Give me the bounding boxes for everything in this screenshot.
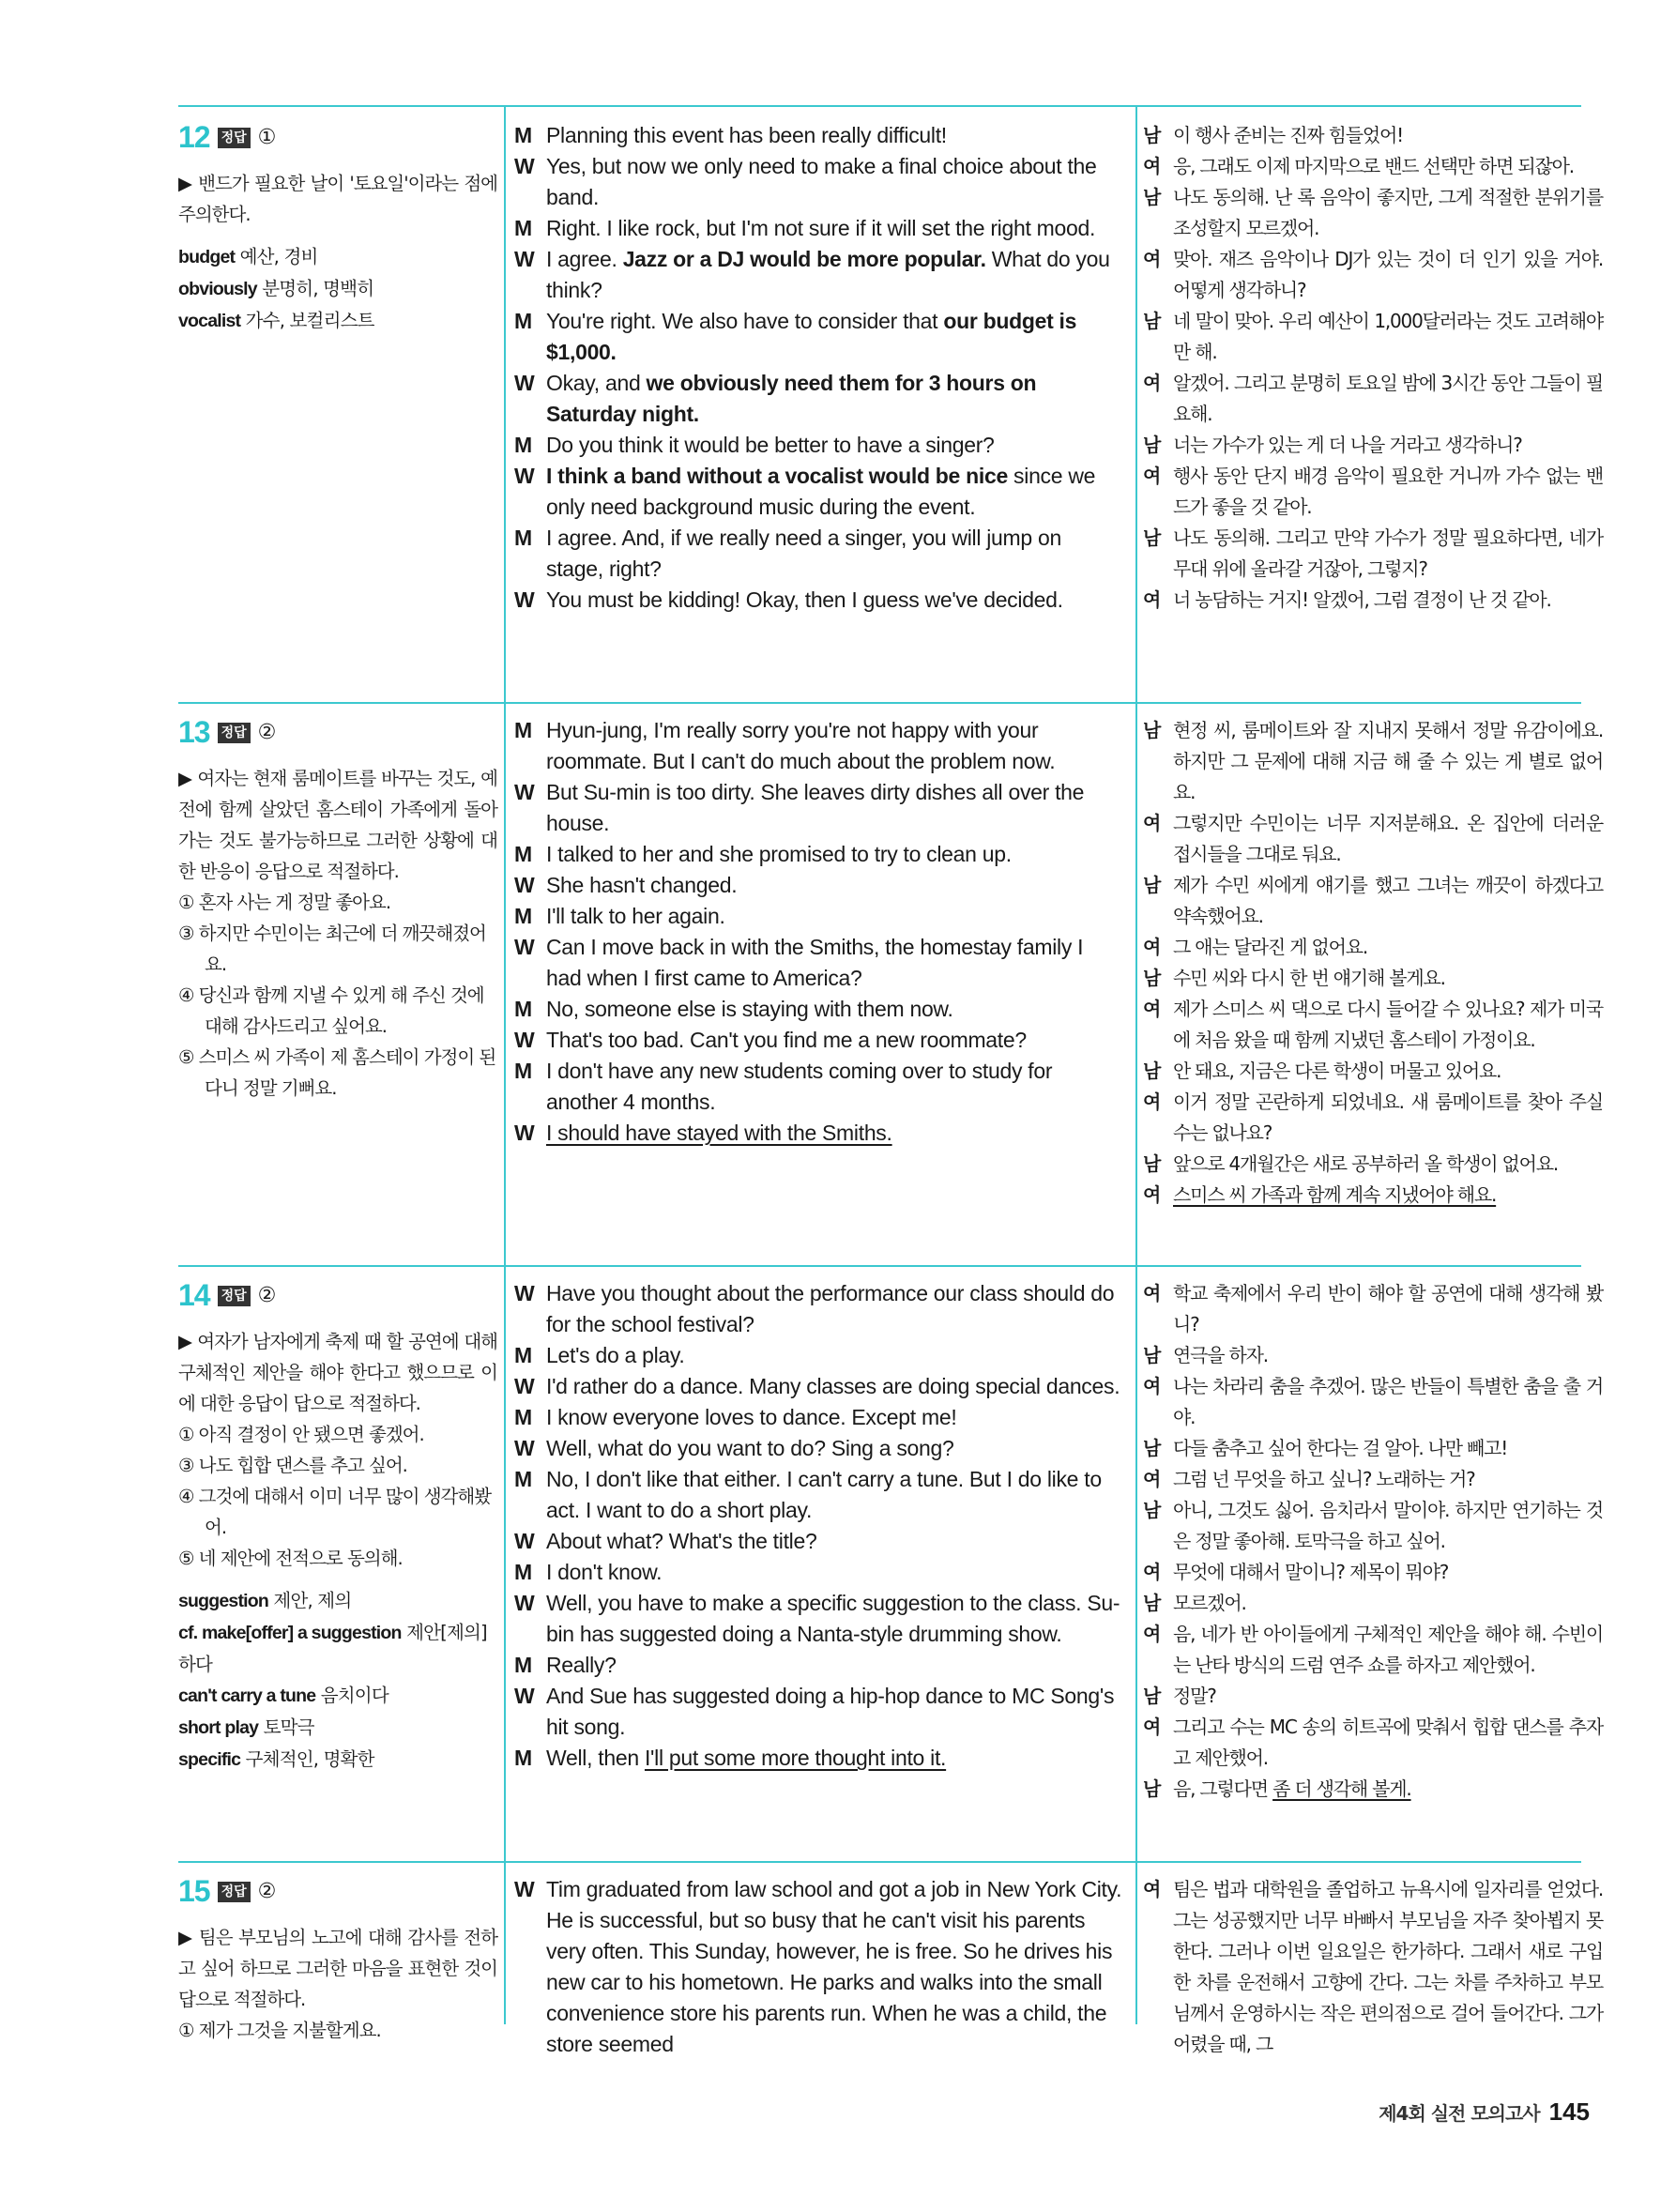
q15-notes xyxy=(178,1874,497,2041)
q12-translation xyxy=(1143,120,1603,693)
translation-line: 여 나는 차라리 춤을 추겠어. 많은 반들이 특별한 춤을 출 거야. xyxy=(1143,1375,1603,1428)
translation-line: 여 그리고 수는 MC 송의 히트곡에 맞춰서 힙합 댄스를 추자고 제안했어. xyxy=(1143,1716,1603,1769)
translation-line: 남 너는 가수가 있는 게 더 나을 거라고 생각하니? xyxy=(1143,434,1522,456)
vocab-entry: budget 예산, 경비 xyxy=(178,246,318,267)
q14-notes xyxy=(178,1278,497,1853)
q15-number: 15 xyxy=(178,1874,210,1908)
q13-translation xyxy=(1143,715,1603,1258)
script-line: M Planning this event has been really difficult! xyxy=(514,123,947,147)
translation-line: 남 정말? xyxy=(1143,1685,1216,1707)
translation-line: 남 안 돼요, 지금은 다른 학생이 머물고 있어요. xyxy=(1143,1060,1501,1082)
q14-explanation: ▶ 여자가 남자에게 축제 때 할 공연에 대해 구체적인 제안을 해야 한다고 했으므로 이에 대한 응답이 답으로 적절하다. xyxy=(178,1331,497,1414)
q13-explanation: ▶ 여자는 현재 룸메이트를 바꾸는 것도, 예전에 함께 살았던 홈스테이 가족에게 돌아가는 것도 불가능하므로 그러한 상황에 대한 반응이 응답으로 적절하다. xyxy=(178,768,497,882)
q14-answer: ② xyxy=(257,1284,277,1307)
script-line: W She hasn't changed. xyxy=(514,873,738,897)
translation-line: 남 연극을 하자. xyxy=(1143,1344,1268,1366)
translation-line: 여 학교 축제에서 우리 반이 해야 할 공연에 대해 생각해 봤니? xyxy=(1143,1282,1603,1335)
translation-line: 남 이 행사 준비는 진짜 힘들었어! xyxy=(1143,124,1403,146)
wrong-option: ④ 그것에 대해서 이미 너무 많이 생각해봤어. xyxy=(178,1486,492,1538)
vocab-entry: can't carry a tune 음치이다 xyxy=(178,1685,389,1706)
answer-label-badge: 정답 xyxy=(218,1286,251,1306)
answer-line: M Well, then I'll put some more thought into it. xyxy=(514,1746,947,1770)
column-divider-1 xyxy=(504,105,506,2024)
q12-vocab xyxy=(178,241,497,337)
answer-line: W I should have stayed with the Smiths. xyxy=(514,1121,892,1145)
row-divider-3 xyxy=(178,1861,1581,1863)
script-line: M I talked to her and she promised to try to clean up. xyxy=(514,842,1012,866)
script-line: W You must be kidding! Okay, then I guess we've decided. xyxy=(514,587,1063,612)
script-line: M Really? xyxy=(514,1653,617,1677)
script-line: W I agree. Jazz or a DJ would be more popular. What do you think? xyxy=(514,247,1110,302)
q12-answer: ① xyxy=(257,126,277,149)
q12-number: 12 xyxy=(178,120,210,154)
script-line: W Can I move back in with the Smiths, the homestay family I had when I first came to America? xyxy=(514,935,1084,990)
q15-explanation: ▶ 팀은 부모님의 노고에 대해 감사를 전하고 싶어 하므로 그러한 마음을 표현한 것이 답으로 적절하다. xyxy=(178,1927,497,2010)
page-footer xyxy=(1379,2098,1590,2127)
vocab-entry: specific 구체적인, 명확한 xyxy=(178,1748,374,1770)
wrong-option: ④ 당신과 함께 지낼 수 있게 해 주신 것에 대해 감사드리고 싶어요. xyxy=(178,984,484,1037)
q15-script xyxy=(514,1874,1122,2062)
script-line: M I agree. And, if we really need a singer, you will jump on stage, right? xyxy=(514,526,1061,581)
wrong-option: ① 혼자 사는 게 정말 좋아요. xyxy=(178,892,391,913)
script-line: M No, I don't like that either. I can't carry a tune. But I do like to act. I want to do a short play. xyxy=(514,1467,1102,1522)
q14-number: 14 xyxy=(178,1278,210,1312)
script-line: M Do you think it would be better to have a singer? xyxy=(514,433,995,457)
script-line: W Tim graduated from law school and got a job in New York City. He is successful, but so busy that he can't visit his parents very often. This Sunday, however, he is free. So he drives his new car to his hometown. He parks and walks into the small convenience store his parents run. When he was a child, the store seemed xyxy=(514,1877,1122,2056)
script-line: M I don't know. xyxy=(514,1560,663,1584)
translation-line: 남 네 말이 맞아. 우리 예산이 1,000달러라는 것도 고려해야만 해. xyxy=(1143,310,1603,363)
script-line: W I'd rather do a dance. Many classes are doing special dances. xyxy=(514,1374,1120,1398)
q15-header xyxy=(178,1874,497,1909)
q12-explanation: ▶ 밴드가 필요한 날이 '토요일'이라는 점에 주의한다. xyxy=(178,173,497,225)
wrong-option: ① 제가 그것을 지불할게요. xyxy=(178,2020,381,2041)
translation-line: 여 그럼 넌 무엇을 하고 싶니? 노래하는 거? xyxy=(1143,1468,1475,1490)
script-line: W About what? What's the title? xyxy=(514,1529,817,1553)
vocab-entry: cf. make[offer] a suggestion 제안[제의]하다 xyxy=(178,1622,487,1675)
translation-line: 여 그 애는 달라진 게 없어요. xyxy=(1143,936,1367,958)
translation-line: 남 나도 동의해. 그리고 만약 가수가 정말 필요하다면, 네가 무대 위에 올라갈 거잖아, 그렇지? xyxy=(1143,526,1603,580)
script-line: W That's too bad. Can't you find me a new roommate? xyxy=(514,1028,1027,1052)
translation-line: 여 행사 동안 단지 배경 음악이 필요한 거니까 가수 없는 밴드가 좋을 것 같아. xyxy=(1143,465,1603,518)
script-line: W And Sue has suggested doing a hip-hop dance to MC Song's hit song. xyxy=(514,1684,1115,1739)
row-divider-2 xyxy=(178,1265,1581,1267)
column-divider-2 xyxy=(1135,105,1137,2024)
answer-label-badge: 정답 xyxy=(218,723,251,743)
translation-line: 여 무엇에 대해서 말이니? 제목이 뭐야? xyxy=(1143,1561,1449,1583)
q12-notes xyxy=(178,120,497,693)
script-line: W Well, what do you want to do? Sing a song? xyxy=(514,1436,954,1460)
translation-line: 남 나도 동의해. 난 록 음악이 좋지만, 그게 적절한 분위기를 조성할지 모르겠어. xyxy=(1143,186,1603,239)
script-line: M Let's do a play. xyxy=(514,1343,685,1367)
script-line: M I know everyone loves to dance. Except me! xyxy=(514,1405,957,1429)
translation-line: 남 수민 씨와 다시 한 번 얘기해 볼게요. xyxy=(1143,967,1445,989)
q13-answer: ② xyxy=(257,721,277,744)
script-line: W Yes, but now we only need to make a final choice about the band. xyxy=(514,154,1097,209)
script-line: W Well, you have to make a specific suggestion to the class. Su-bin has suggested doing a Nanta-style drumming show. xyxy=(514,1591,1120,1646)
script-line: M Right. I like rock, but I'm not sure if it will set the right mood. xyxy=(514,216,1096,240)
script-line: W But Su-min is too dirty. She leaves dirty dishes all over the house. xyxy=(514,780,1085,835)
q13-header xyxy=(178,715,497,750)
translation-line: 여 팀은 법과 대학원을 졸업하고 뉴욕시에 일자리를 얻었다. 그는 성공했지만 너무 바빠서 부모님을 자주 찾아뵙지 못한다. 그러나 이번 일요일은 한가하다. 그래서 새로 구입한 차를 운전해서 고향에 간다. 그는 차를 주차하고 부모님께서 운영하시는 작은 편의점으로 걸어 들어간다. 그가 어렸을 때, 그 xyxy=(1143,1878,1603,2055)
translation-line: 여 알겠어. 그리고 분명히 토요일 밤에 3시간 동안 그들이 필요해. xyxy=(1143,372,1603,425)
translation-line: 남 현정 씨, 룸메이트와 잘 지내지 못해서 정말 유감이에요. 하지만 그 문제에 대해 지금 해 줄 수 있는 게 별로 없어요. xyxy=(1143,719,1603,803)
translation-line: 여 너 농담하는 거지! 알겠어, 그럼 결정이 난 것 같아. xyxy=(1143,588,1551,611)
page-number: 145 xyxy=(1548,2098,1590,2126)
wrong-option: ③ 나도 힙합 댄스를 추고 싶어. xyxy=(178,1455,407,1476)
translation-line: 여 이거 정말 곤란하게 되었네요. 새 룸메이트를 찾아 주실 수는 없나요? xyxy=(1143,1091,1603,1144)
q12-script xyxy=(514,120,1122,693)
q14-header xyxy=(178,1278,497,1313)
script-line: W Okay, and we obviously need them for 3 hours on Saturday night. xyxy=(514,371,1037,426)
q14-script xyxy=(514,1278,1122,1853)
translation-line: 남 모르겠어. xyxy=(1143,1592,1246,1614)
q13-number: 13 xyxy=(178,715,210,749)
q14-vocab xyxy=(178,1585,497,1776)
wrong-option: ⑤ 네 제안에 전적으로 동의해. xyxy=(178,1548,403,1569)
vocab-entry: vocalist 가수, 보컬리스트 xyxy=(178,310,374,331)
wrong-option: ⑤ 스미스 씨 가족이 제 홈스테이 가정이 된다니 정말 기뻐요. xyxy=(178,1046,496,1099)
translation-line: 여 응, 그래도 이제 마지막으로 밴드 선택만 하면 되잖아. xyxy=(1143,155,1574,177)
translation-line: 남 다들 춤추고 싶어 한다는 걸 알아. 나만 빼고! xyxy=(1143,1437,1508,1459)
top-rule xyxy=(178,105,1581,107)
wrong-option: ① 아직 결정이 안 됐으면 좋겠어. xyxy=(178,1424,424,1445)
q15-translation xyxy=(1143,1874,1603,2062)
answer-translation-line: 여 스미스 씨 가족과 함께 계속 지냈어야 해요. xyxy=(1143,1183,1497,1206)
script-line: M Hyun-jung, I'm really sorry you're not happy with your roommate. But I can't do much about the problem now. xyxy=(514,718,1056,773)
answer-label-badge: 정답 xyxy=(218,128,251,148)
script-line: W Have you thought about the performance our class should do for the school festival? xyxy=(514,1281,1115,1336)
translation-line: 여 음, 네가 반 아이들에게 구체적인 제안을 해야 해. 수빈이는 난타 방식의 드럼 연주 쇼를 하자고 제안했어. xyxy=(1143,1623,1603,1676)
q14-translation xyxy=(1143,1278,1603,1853)
answer-label-badge: 정답 xyxy=(218,1882,251,1902)
translation-line: 남 제가 수민 씨에게 얘기를 했고 그녀는 깨끗이 하겠다고 약속했어요. xyxy=(1143,874,1603,927)
vocab-entry: obviously 분명히, 명백히 xyxy=(178,278,374,299)
answer-translation-line: 남 음, 그렇다면 좀 더 생각해 볼게. xyxy=(1143,1777,1411,1800)
script-line: W I think a band without a vocalist would be nice since we only need background music during the event. xyxy=(514,464,1096,519)
vocab-entry: short play 토막극 xyxy=(178,1716,314,1738)
script-line: M You're right. We also have to consider that our budget is $1,000. xyxy=(514,309,1077,364)
q13-script xyxy=(514,715,1122,1258)
translation-line: 남 앞으로 4개월간은 새로 공부하러 올 학생이 없어요. xyxy=(1143,1152,1559,1175)
q15-answer: ② xyxy=(257,1880,277,1903)
script-line: M I don't have any new students coming over to study for another 4 months. xyxy=(514,1059,1053,1114)
row-divider-1 xyxy=(178,702,1581,704)
footer-section-label: 제4회 실전 모의고사 xyxy=(1379,2102,1540,2125)
script-line: M No, someone else is staying with them now. xyxy=(514,997,953,1021)
translation-line: 여 제가 스미스 씨 댁으로 다시 들어갈 수 있나요? 제가 미국에 처음 왔을 때 함께 지냈던 홈스테이 가정이요. xyxy=(1143,998,1603,1051)
q12-header xyxy=(178,120,497,155)
q13-notes xyxy=(178,715,497,1258)
translation-line: 여 맞아. 재즈 음악이나 DJ가 있는 것이 더 인기 있을 거야. 어떻게 생각하니? xyxy=(1143,248,1603,301)
translation-line: 남 아니, 그것도 싫어. 음치라서 말이야. 하지만 연기하는 것은 정말 좋아해. 토막극을 하고 싶어. xyxy=(1143,1499,1603,1552)
vocab-entry: suggestion 제안, 제의 xyxy=(178,1590,352,1611)
wrong-option: ③ 하지만 수민이는 최근에 더 깨끗해졌어요. xyxy=(178,923,486,975)
translation-line: 여 그렇지만 수민이는 너무 지저분해요. 온 집안에 더러운 접시들을 그대로 둬요. xyxy=(1143,812,1603,865)
script-line: M I'll talk to her again. xyxy=(514,904,725,928)
